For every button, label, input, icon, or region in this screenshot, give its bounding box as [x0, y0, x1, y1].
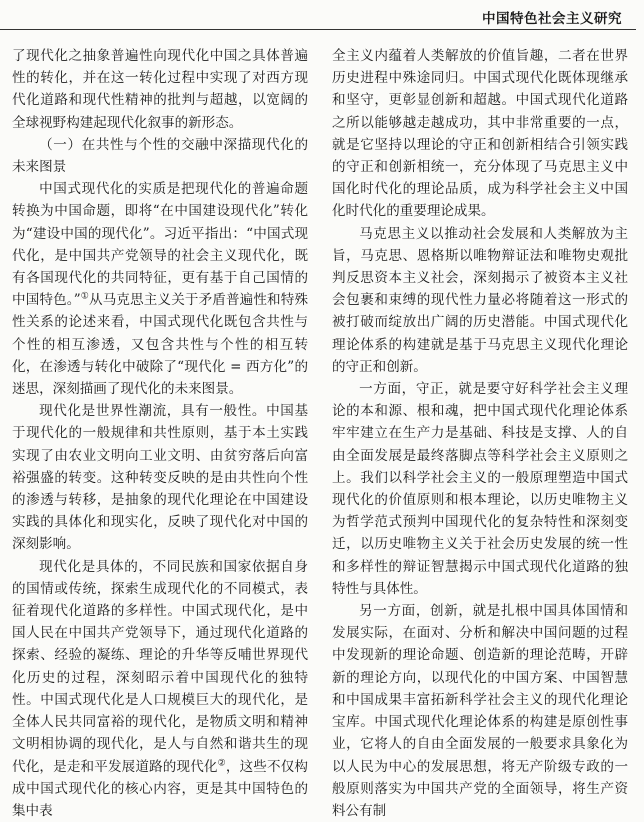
paragraph: 了现代化之抽象普遍性向现代化中国之具体普遍性的转化，并在这一转化过程中实现了对西方现代化道路和现代性精神的批判与超越，以宽阔的全球视野构建起现代化叙事的新形态。 — [12, 48, 308, 131]
paragraph: 现代化是具体的，不同民族和国家依据自身的国情或传统，探索生成现代化的不同模式，表征着现代化道路的多样性。中国式现代化，是中国人民在中国共产党领导下，通过现代化道路的探索、经验的凝练、理论的升华等反哺世界现代化历史的过程，深刻昭示着中国现代化的独特性。中国式现代化是人口规模巨大的现代化，是全体人民共同富裕的现代化，是物质文明和精神文明相协调的现代化，是人与自然和谐共生的现代化，是走和平发展道路的现代化②，这些不仅构成中国式现代化的核心内容，更是其中国特色的集中表 — [12, 558, 308, 819]
footnote-marker: ① — [80, 291, 90, 302]
section-heading: （一）在共性与个性的交融中深描现代化的未来图景 — [12, 136, 308, 176]
right-column — [332, 45, 628, 822]
page-header — [0, 0, 644, 30]
paragraph: 一方面，守正，就是要守好科学社会主义理论的本和源、根和魂，把中国式现代化理论体系牢牢建立在生产力是基础、科技是支撑、人的自由全面发展是最终落脚点等科学社会主义原则之上。我们以科学社会主义的一般原理塑造中国式现代化的价值原则和根本理论，以历史唯物主义为哲学范式预判中国现代化的复杂特性和深刻变迁，以历史唯物主义关于社会历史发展的统一性和多样性的辩证智慧揭示中国式现代化道路的独特性与具体性。 — [332, 381, 628, 597]
left-column — [12, 45, 308, 822]
paragraph: 中国式现代化的实质是把现代化的普遍命题转换为中国命题，即将“在中国建设现代化”转化为“建设中国的现代化”。习近平指出：“中国式现代化，是中国共产党领导的社会主义现代化，既有各国现代化的共同特征，更有基于自己国情的中国特色。”①从马克思主义关于矛盾普遍性和特殊性关系的论述来看，中国式现代化既包含共性与个性的相互渗透，又包含共性与个性的相互转化，在渗透与转化中破除了“现代化 = 西方化”的迷思，深刻描画了现代化的未来图景。 — [12, 181, 308, 398]
journal-title: 中国特色社会主义研究 — [482, 11, 622, 27]
footnote-marker: ② — [217, 757, 226, 768]
paragraph: 全主义内蕴着人类解放的价值旨趣，二者在世界历史进程中殊途同归。中国式现代化既体现继承和坚守，更彰显创新和超越。中国式现代化道路之所以能够越走越成功，其中非常重要的一点，就是它坚持以理论的守正和创新相结合引领实践的守正和创新相统一，充分体现了马克思主义中国化时代化的理论品质，成为科学社会主义中国化时代化的重要理论成果。 — [332, 48, 628, 220]
paragraph: 现代化是世界性潮流，具有一般性。中国基于现代化的一般规律和共性原则，基于本土实践实现了由农业文明向工业文明、由贫穷落后向富裕强盛的转变。这种转变反映的是由共性向个性的渗透与转移，是抽象的现代化理论在中国建设实践的具体化和现实化，反映了现代化对中国的深刻影响。 — [12, 403, 308, 553]
header-rule — [0, 29, 636, 30]
paragraph: 马克思主义以推动社会发展和人类解放为主旨，马克思、恩格斯以唯物辩证法和唯物史观批判反思资本主义社会，深刻揭示了被资本主义社会包裹和束缚的现代性力量必将随着这一形式的被打破而绽放出广阔的历史潜能。中国式现代化理论体系的构建就是基于马克思主义现代化理论的守正和创新。 — [332, 225, 628, 375]
paragraph: 另一方面，创新，就是扎根中国具体国情和发展实际，在面对、分析和解决中国问题的过程中发现新的理论命题、创造新的理论范畴，开辟新的理论方向，以现代化的中国方案、中国智慧和中国成果丰富拓新科学社会主义的现代化理论宝库。中国式现代化理论体系的构建是原创性事业，它将人的自由全面发展的一般要求具象化为以人民为中心的发展思想，将无产阶级专政的一般原则落实为中国共产党的全面领导，将生产资料公有制 — [332, 603, 628, 819]
